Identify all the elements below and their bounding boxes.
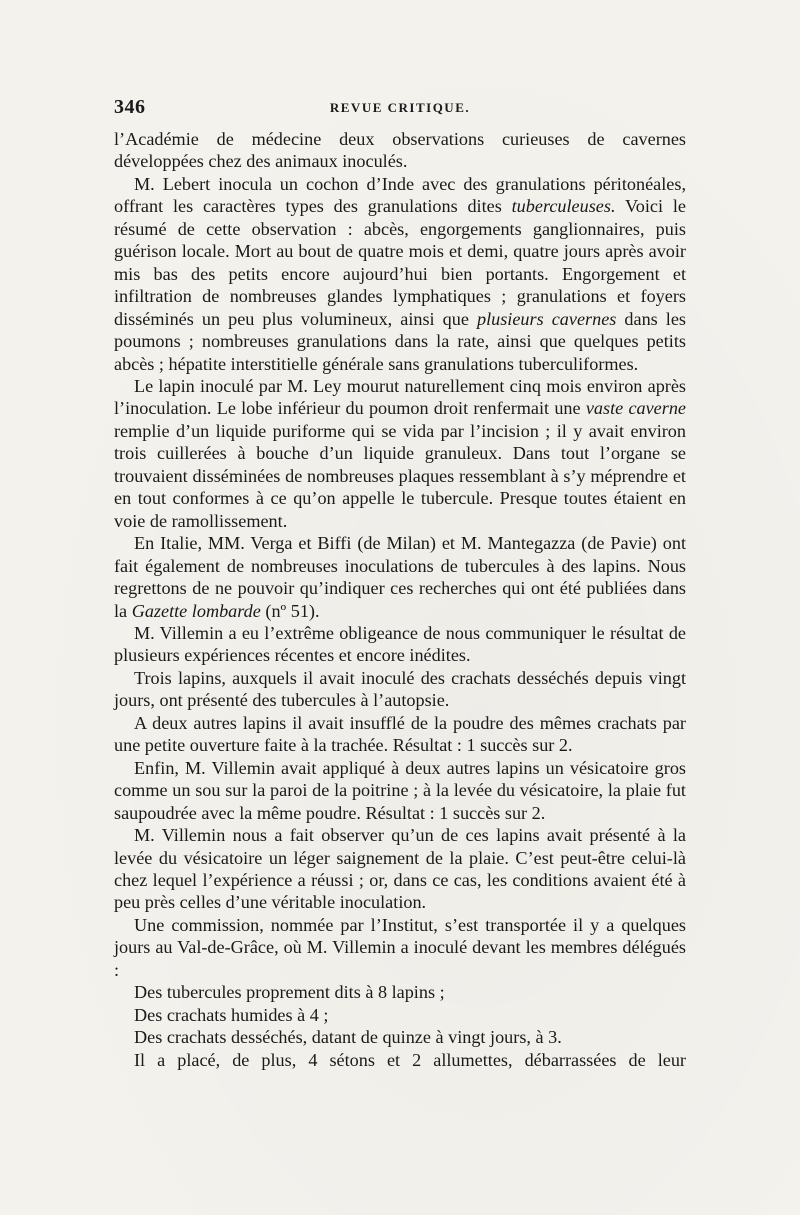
text-segment: En Italie, MM. Verga et Biffi (de Milan) et M. Mantegazza (de Pavie) ont fait également de nombreuses inoculations de tubercules à des lapins. Nous regrettons de ne pouvoir qu’indiquer ces recherches qui ont été publiées dans la xyxy=(114,533,686,621)
paragraph xyxy=(114,622,686,667)
paragraph xyxy=(114,757,686,824)
italic-text: Gazette lombarde xyxy=(131,600,261,621)
text-segment: Des crachats humides à 4 ; xyxy=(134,1004,329,1025)
paragraph xyxy=(114,1026,686,1048)
text-segment: Il a placé, de plus, 4 sétons et 2 allumettes, débarrassées de leur xyxy=(134,1049,686,1070)
paragraph xyxy=(114,1004,686,1026)
text-segment: A deux autres lapins il avait insufflé de la poudre des mêmes crachats par une petite ouverture faite à la trachée. Résultat : 1 succès sur 2. xyxy=(114,712,686,756)
text-segment: M. Villemin a eu l’extrême obligeance de nous communiquer le résultat de plusieurs expériences récentes et encore inédites. xyxy=(114,622,686,666)
paragraph xyxy=(114,981,686,1003)
text-segment: remplie d’un liquide puriforme qui se vida par l’incision ; il y avait environ trois cuillerées à bouche d’un liquide granuleux. Dans tout l’organe se trouvaient disséminées de nombreuses plaques ressemblant à s’y méprendre et en tout conformes à ce qu’on appelle le tubercule. Presque toutes étaient en voie de ramollissement. xyxy=(114,420,686,531)
running-title: REVUE CRITIQUE. xyxy=(329,100,471,115)
text-segment: M. Villemin nous a fait observer qu’un de ces lapins avait présenté à la levée du vésicatoire un léger saignement de la plaie. C’est peut-être celui-là chez lequel l’expérience a réussi ; or, dans ce cas, les conditions avaient été à peu près celles d’une véritable inoculation. xyxy=(114,825,686,913)
paragraph xyxy=(114,667,686,712)
paragraph xyxy=(114,1049,686,1071)
text-segment: (nº 51). xyxy=(260,600,320,621)
text-segment: M. Lebert inocula un cochon d’Inde avec des granulations péritonéales, offrant les caractères types des granulations dites xyxy=(114,173,686,217)
paragraph xyxy=(114,532,686,622)
text-segment: Trois lapins, auxquels il avait inoculé des crachats desséchés depuis vingt jours, ont présenté des tubercules à l’autopsie. xyxy=(114,667,686,711)
page-header xyxy=(114,96,686,126)
text-segment: dans les poumons ; nombreuses granulations dans la rate, ainsi que quelques petits abcès ; hépatite interstitielle générale sans granulations tuberculiformes. xyxy=(114,308,686,374)
body-text xyxy=(114,128,686,1071)
text-segment: Voici le résumé de cette observation : abcès, engorgements ganglionnaires, puis guérison locale. Mort au bout de quatre mois et demi, quatre jours après avoir mis bas des petits encore aujourd’hui bien portants. Engorgement et infiltration de nombreuses glandes lymphatiques ; granulations et foyers disséminés un peu plus volumineux, ainsi que xyxy=(114,196,686,329)
text-segment: Des tubercules proprement dits à 8 lapins ; xyxy=(134,982,445,1003)
paragraph xyxy=(114,914,686,981)
italic-text: vaste caverne xyxy=(585,398,687,419)
paragraph xyxy=(114,173,686,375)
paragraph xyxy=(114,712,686,757)
text-segment: Des crachats desséchés, datant de quinze à vingt jours, à 3. xyxy=(134,1027,562,1048)
page-number: 346 xyxy=(114,96,146,118)
text-segment: Enfin, M. Villemin avait appliqué à deux autres lapins un vésicatoire gros comme un sou sur la paroi de la poitrine ; à la levée du vésicatoire, la plaie fut saupoudrée avec la même poudre. Résultat : 1 succès sur 2. xyxy=(114,757,686,823)
italic-text: plusieurs cavernes xyxy=(476,308,617,329)
italic-text: tuberculeuses. xyxy=(511,196,616,217)
text-segment: Une commission, nommée par l’Institut, s’est transportée il y a quelques jours au Val-de-Grâce, où M. Villemin a inoculé devant les membres délégués : xyxy=(114,914,686,980)
paragraph xyxy=(114,375,686,532)
text-segment: Le lapin inoculé par M. Ley mourut naturellement cinq mois environ après l’inoculation. Le lobe inférieur du poumon droit renfermait une xyxy=(114,375,686,419)
text-segment: l’Académie de médecine deux observations curieuses de cavernes développées chez des animaux inoculés. xyxy=(114,129,686,172)
paragraph xyxy=(114,128,686,173)
paragraph xyxy=(114,824,686,914)
